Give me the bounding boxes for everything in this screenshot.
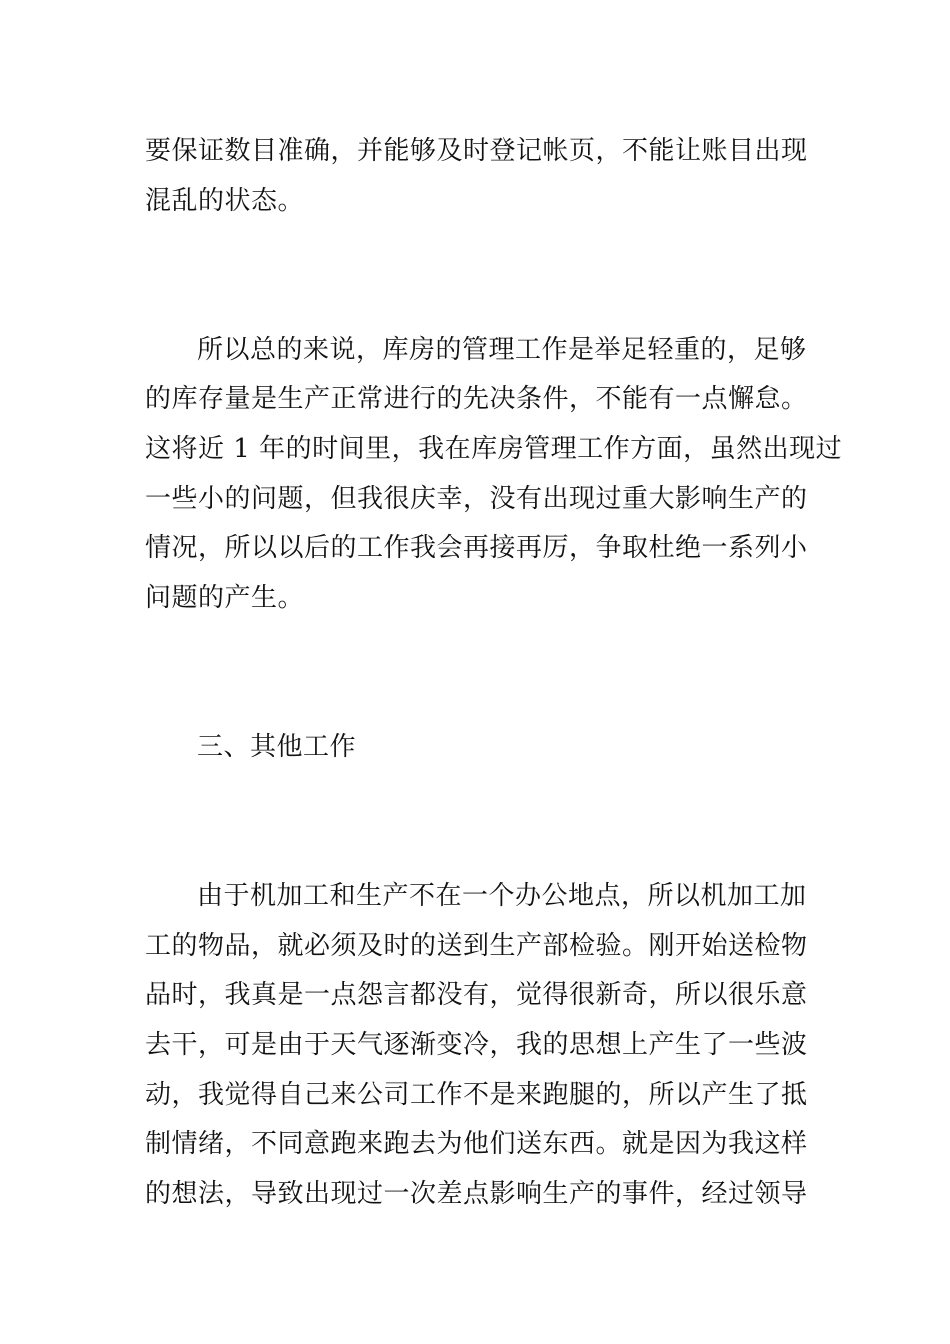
paragraph-3-line-3: 品时，我真是一点怨言都没有，觉得很新奇，所以很乐意	[145, 980, 808, 1010]
paragraph-2-line-6: 问题的产生。	[145, 583, 305, 613]
paragraph-3-line-6: 制情绪，不同意跑来跑去为他们送东西。就是因为我这样	[145, 1129, 808, 1159]
paragraph-2-line-3: 这将近 1 年的时间里，我在库房管理工作方面，虽然出现过	[145, 434, 843, 464]
paragraph-2-line-4: 一些小的问题，但我很庆幸，没有出现过重大影响生产的	[145, 484, 808, 514]
paragraph-2-line-2: 的库存量是生产正常进行的先决条件，不能有一点懈怠。	[145, 384, 808, 414]
paragraph-3-line-1: 由于机加工和生产不在一个办公地点，所以机加工加	[197, 881, 807, 911]
paragraph-2-line-5: 情况，所以以后的工作我会再接再厉，争取杜绝一系列小	[145, 533, 808, 563]
paragraph-3-line-2: 工的物品，就必须及时的送到生产部检验。刚开始送检物	[145, 931, 808, 961]
paragraph-1-line-2: 混乱的状态。	[145, 186, 305, 216]
paragraph-3-line-5: 动，我觉得自己来公司工作不是来跑腿的，所以产生了抵	[145, 1080, 808, 1110]
paragraph-1-line-1: 要保证数目准确，并能够及时登记帐页，不能让账目出现	[145, 136, 808, 166]
paragraph-3-line-7: 的想法，导致出现过一次差点影响生产的事件，经过领导	[145, 1179, 808, 1209]
paragraph-3-line-4: 去干，可是由于天气逐渐变冷，我的思想上产生了一些波	[145, 1030, 808, 1060]
section-heading: 三、其他工作	[197, 732, 357, 762]
paragraph-2-line-1: 所以总的来说，库房的管理工作是举足轻重的，足够	[197, 335, 807, 365]
